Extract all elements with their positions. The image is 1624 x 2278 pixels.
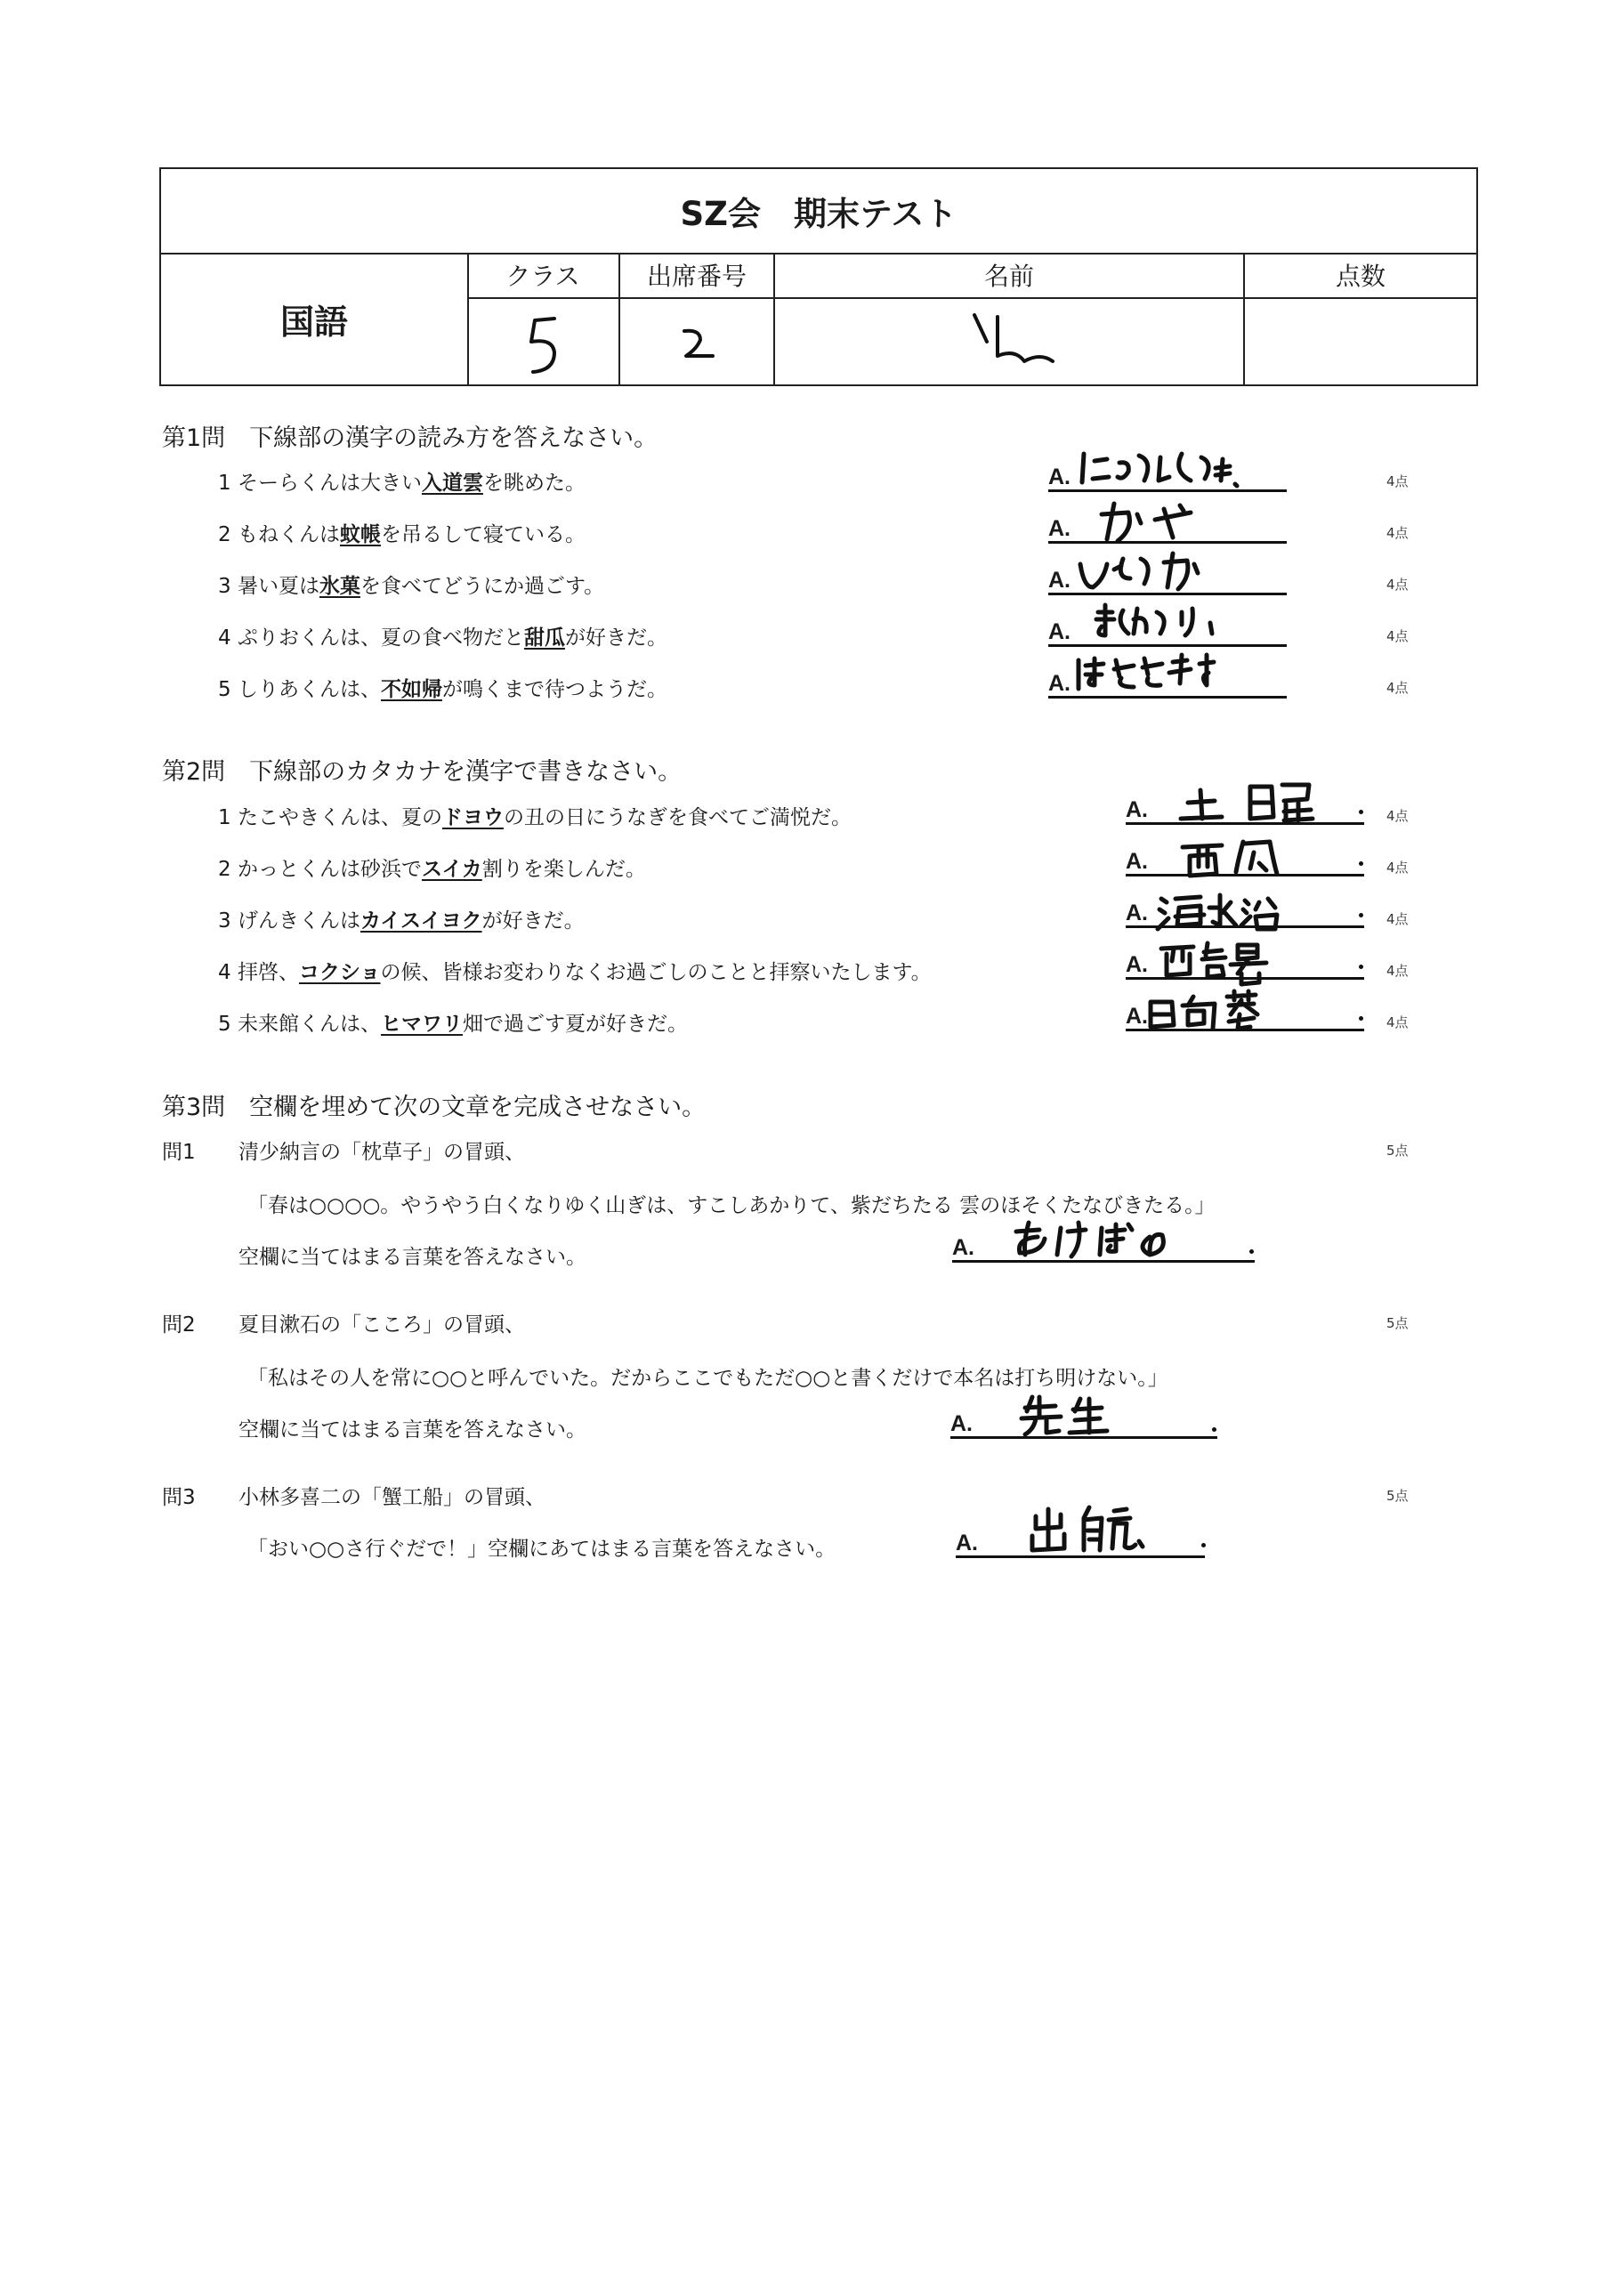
section3-q2-label: 問2 <box>162 1313 196 1337</box>
section3-q2-intro: 夏目漱石の「こころ」の冒頭、 <box>238 1313 525 1337</box>
section2-question-4: 4 拝啓、コクショの候、皆様お変わりなくお過ごしのことと拝察いたします。 <box>218 961 932 984</box>
points-s2-1: 4点 <box>1386 808 1409 824</box>
section3-q2-quote: 「私はその人を常に○○と呼んでいた。だからここでもただ○○と書くだけで本名は打ち明けない。」 <box>247 1367 1168 1390</box>
points-s2-2: 4点 <box>1386 860 1409 876</box>
section1-question-2: 2 もねくんは蚊帳を吊るして寝ている。 <box>218 523 586 546</box>
name-value-handwritten <box>775 299 1243 384</box>
section1-question-3: 3 暑い夏は氷菓を食べてどうにか過ごす。 <box>218 575 605 598</box>
handwriting-name <box>775 299 1243 384</box>
seat-value-handwritten <box>620 299 773 384</box>
points-s1-2: 4点 <box>1386 525 1409 541</box>
section1-question-5: 5 しりあくんは、不如帰が鳴くまで待つようだ。 <box>218 678 667 701</box>
section2-question-1: 1 たこやきくんは、夏のドヨウの丑の日にうなぎを食べてご満悦だ。 <box>218 806 852 829</box>
points-s3-2: 5点 <box>1386 1315 1409 1331</box>
points-s1-5: 4点 <box>1386 680 1409 696</box>
class-value-handwritten <box>467 299 618 384</box>
subject-label: 国語 <box>161 253 469 384</box>
score-label: 点数 <box>1245 253 1476 299</box>
handwriting-section2 <box>1126 778 1375 1062</box>
points-s2-3: 4点 <box>1386 911 1409 927</box>
section1-answers: A. A. A. A. A. <box>1048 445 1297 730</box>
section1-question-4: 4 ぷりおくんは、夏の食べ物だと甜瓜が好きだ。 <box>218 626 667 650</box>
seat-column <box>620 253 775 384</box>
section3-heading: 第3問 空欄を埋めて次の文章を完成させなさい。 <box>162 1094 707 1121</box>
handwriting-s3-q1 <box>952 1212 1273 1283</box>
class-label: クラス <box>467 253 618 299</box>
section2-heading: 第2問 下線部のカタカナを漢字で書きなさい。 <box>162 758 683 786</box>
section2-question-2: 2 かっとくんは砂浜でスイカ割りを楽しんだ。 <box>218 858 646 881</box>
header-table <box>159 167 1478 386</box>
points-s2-4: 4点 <box>1386 963 1409 979</box>
points-s3-1: 5点 <box>1386 1143 1409 1159</box>
section3-q2-answer: A. <box>950 1388 1235 1459</box>
section2-question-3: 3 げんきくんはカイスイヨクが好きだ。 <box>218 909 585 933</box>
test-title: SZ会 期末テスト <box>161 169 1476 254</box>
section3-q3-answer: A. <box>956 1497 1223 1568</box>
section1-heading: 第1問 下線部の漢字の読み方を答えなさい。 <box>162 424 658 452</box>
section1-question-1: 1 そーらくんは大きい入道雲を眺めた。 <box>218 472 586 495</box>
section3-q1-quote: 「春は○○○○。やうやう白くなりゆく山ぎは、すこしあかりて、紫だちたる 雲のほそくたなびきたる。」 <box>247 1194 1216 1217</box>
points-s2-5: 4点 <box>1386 1014 1409 1030</box>
section3-q3-intro: 小林多喜二の「蟹工船」の冒頭、 <box>238 1486 545 1509</box>
class-column <box>467 253 620 384</box>
name-label: 名前 <box>775 253 1243 299</box>
points-s1-3: 4点 <box>1386 577 1409 593</box>
points-s1-4: 4点 <box>1386 628 1409 644</box>
handwriting-s3-q2 <box>950 1388 1235 1459</box>
name-column <box>775 253 1245 384</box>
section3-q2-prompt: 空欄に当てはまる言葉を答えなさい。 <box>238 1418 586 1442</box>
handwriting-section1 <box>1048 445 1297 730</box>
section3-q1-intro: 清少納言の「枕草子」の冒頭、 <box>238 1141 525 1164</box>
section3-q3-label: 問3 <box>162 1486 196 1509</box>
section3-q1-answer: A. <box>952 1212 1273 1283</box>
handwriting-class-5 <box>467 299 618 384</box>
section2-answers: A. A. A. A. A. <box>1126 778 1375 1062</box>
section3-q1-label: 問1 <box>162 1141 196 1164</box>
points-s3-3: 5点 <box>1386 1488 1409 1504</box>
section3-q3-quote: 「おい○○さ行ぐだで！」空欄にあてはまる言葉を答えなさい。 <box>247 1538 836 1561</box>
section3-q1-prompt: 空欄に当てはまる言葉を答えなさい。 <box>238 1246 586 1269</box>
score-value <box>1245 299 1476 384</box>
score-column <box>1245 253 1476 384</box>
handwriting-seat-2 <box>620 299 773 384</box>
handwriting-s3-q3 <box>956 1497 1223 1568</box>
seat-label: 出席番号 <box>620 253 773 299</box>
points-s1-1: 4点 <box>1386 473 1409 489</box>
section2-question-5: 5 未来館くんは、ヒマワリ畑で過ごす夏が好きだ。 <box>218 1013 688 1036</box>
